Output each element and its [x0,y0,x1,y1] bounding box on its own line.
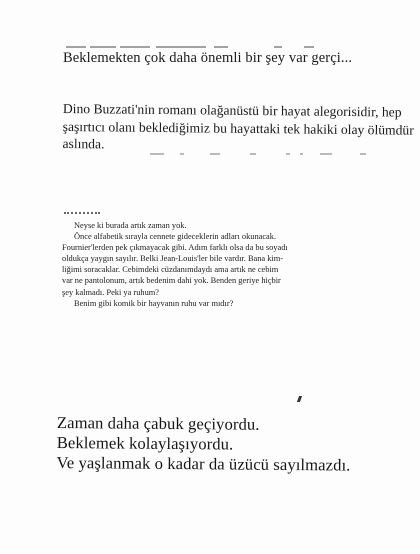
clip2-text-block [62,220,322,309]
clip3-line: Zaman daha çabuk geçiyordu. [56,413,260,434]
clip2-line: Benim gibi komik bir hayvanın ruhu var mıdır? [74,298,234,308]
clip2-line: oldukça yaygın sayılır. Belki Jean-Louis'ler bile vardır. Bana kim- [62,254,284,264]
clip2-line: Önce alfabetik sırayla cennete gideceklerin adları okunacak. [74,232,277,242]
stray-ink-mark [297,396,302,402]
clip3-line: Beklemek kolaylaşıyordu. [56,432,234,454]
clip1-quote: Beklemekten çok daha önemli bir şey var gerçi... [63,50,353,66]
clip2-line: var ne pantolonum, artık bedenim dahi yok. Benden geriye hiçbir [62,276,281,286]
clip2-line: liğimi soracaklar. Cebimdeki cüzdanımdaydı ama artık ne cebim [62,265,279,275]
clip1-paragraph [62,100,414,156]
cropped-text-fragment-middle [150,152,390,156]
clip2-line: Fournier'lerden pek çıkmayacak gibi. Adım farklı olsa da bu soyadı [62,243,288,253]
clip2-line: Neyse ki burada artık zaman yok. [74,221,187,230]
clip1-paragraph-line: Dino Buzzati'nin romanı olağanüstü bir hayat alegorisidir, hep [62,100,402,120]
clip3-line: Ve yaşlanmak o kadar da üzücü sayılmazdı. [56,452,351,475]
clip1-paragraph-line: aslında. [62,135,105,152]
clip3-text-block [56,413,350,476]
clip1-paragraph-line: şaşırtıcı olanı beklediğimiz bu hayattaki tek hakiki olay ölümdür [62,118,414,138]
cropped-text-fragment-clip2 [64,212,100,217]
clip2-line: şey kalmadı. Peki ya ruhum? [62,287,159,297]
